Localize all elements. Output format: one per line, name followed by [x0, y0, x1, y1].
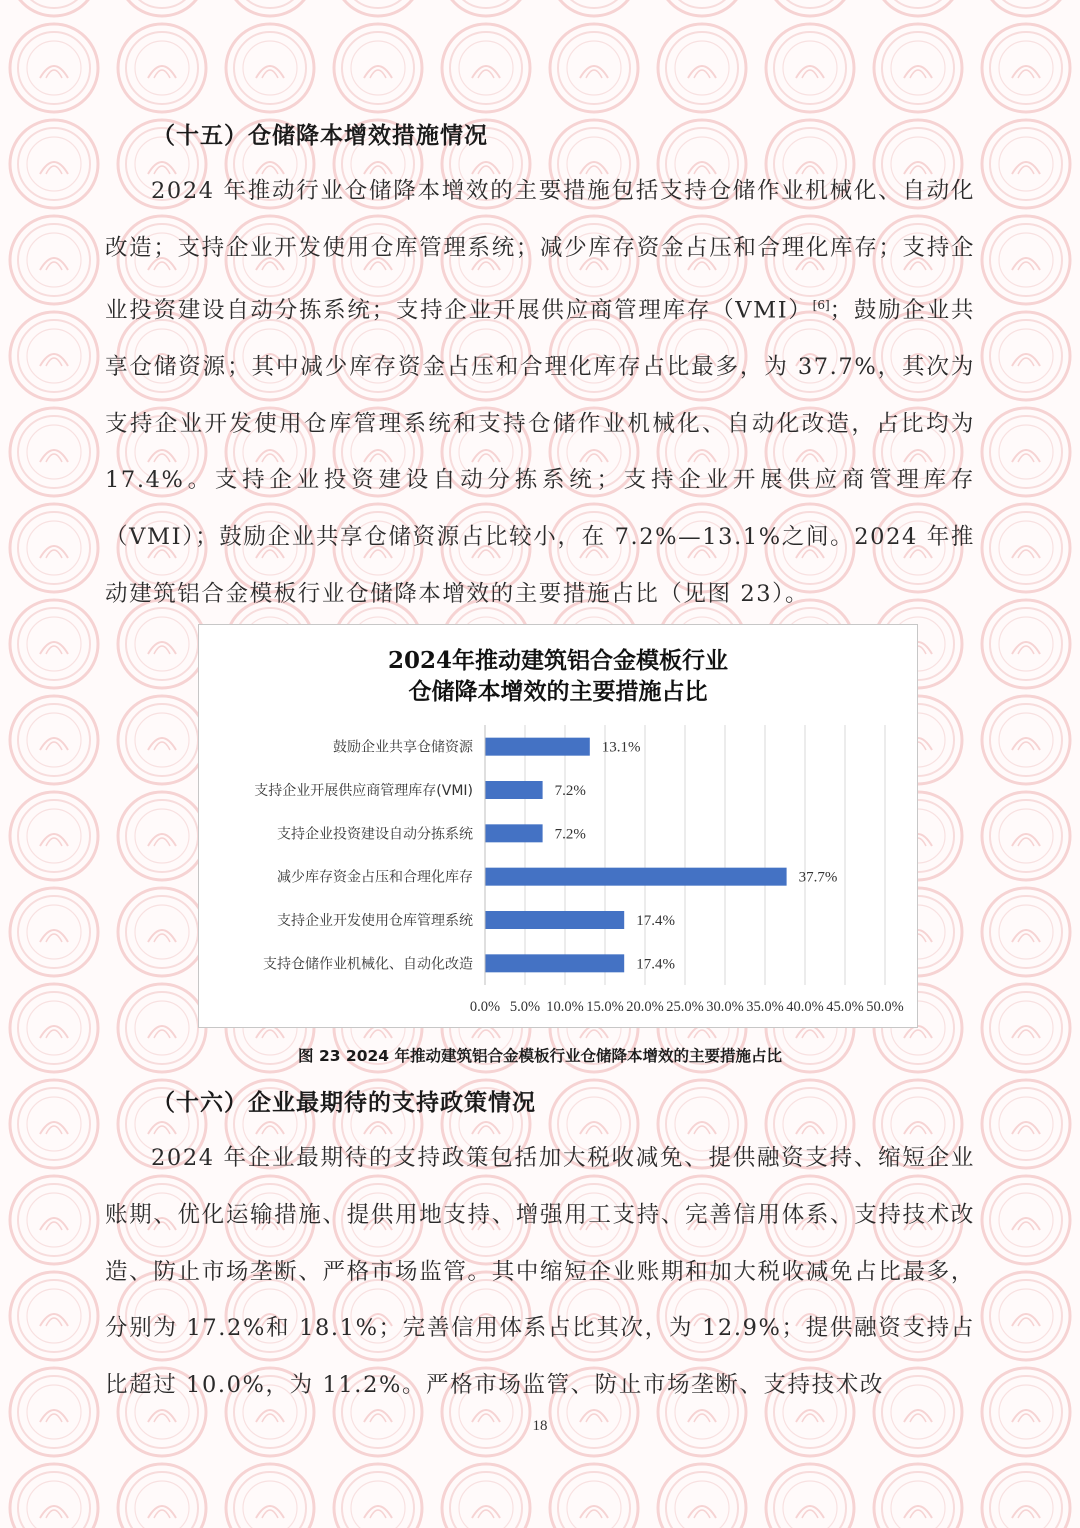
section-16-text: 2024 年企业最期待的支持政策包括加大税收减免、提供融资支持、缩短企业账期、优化运输措施、提供用地支持、增强用工支持、完善信用体系、支持技术改造、防止市场垄断、严格市场监管。其中缩短企业账期和加大税收减免占比最多，分别为 17.2%和 18.1%；完善信用体系占比其次，为 12.9%；提供融资支持占比超过 10.0%，为 11.2%。严格市场监管、防止市场垄断、支持技术改 [105, 1145, 975, 1399]
section-16-paragraph [105, 1130, 975, 1414]
bar [485, 781, 543, 799]
x-tick-label: 0.0% [469, 999, 501, 1015]
data-label: 37.7% [798, 869, 838, 886]
figure-23-chart [198, 624, 918, 1028]
chart-title-line-2: 仓储降本增效的主要措施占比 [408, 678, 708, 705]
citation-6[interactable]: [6] [812, 297, 830, 312]
x-tick-label: 15.0% [586, 999, 624, 1015]
category-label: 减少库存资金占压和合理化库存 [277, 869, 473, 886]
x-tick-label: 35.0% [746, 999, 784, 1015]
figure-caption: 图 23 2024 年推动建筑铝合金模板行业仓储降本增效的主要措施占比 [298, 1047, 782, 1065]
category-label: 支持企业投资建设自动分拣系统 [277, 826, 473, 843]
bar [485, 911, 624, 929]
section-16-heading: （十六）企业最期待的支持政策情况 [152, 1090, 536, 1116]
x-tick-label: 20.0% [626, 999, 664, 1015]
bar [485, 868, 787, 886]
bar-chart-plot [199, 625, 917, 1027]
category-label: 鼓励企业共享仓储资源 [333, 739, 473, 756]
bar [485, 954, 624, 972]
category-label: 支持企业开展供应商管理库存(VMI) [254, 783, 473, 799]
data-label: 17.4% [636, 913, 675, 929]
category-label: 支持仓储作业机械化、自动化改造 [263, 956, 473, 973]
data-label: 7.2% [554, 783, 586, 799]
x-tick-label: 10.0% [546, 999, 584, 1015]
data-label: 17.4% [636, 956, 675, 973]
category-label: 支持企业开发使用仓库管理系统 [277, 913, 473, 929]
bar [485, 738, 590, 756]
page-number: 18 [532, 1418, 548, 1434]
data-label: 7.2% [554, 826, 586, 843]
x-tick-label: 25.0% [666, 999, 704, 1015]
data-label: 13.1% [601, 739, 641, 756]
x-tick-label: 5.0% [509, 999, 541, 1015]
section-15-text-a: 2024 年推动行业仓储降本增效的主要措施包括支持仓储作业机械化、自动化改造；支持企业开发使用仓库管理系统；减少库存资金占压和合理化库存；支持企业投资建设自动分拣系统；支持企业开展供应商管理库存（VMI） [105, 178, 975, 324]
bar [485, 824, 543, 842]
section-15-heading: （十五）仓储降本增效措施情况 [152, 123, 488, 149]
x-tick-label: 50.0% [866, 999, 904, 1015]
section-15-paragraph [105, 163, 975, 623]
x-tick-label: 45.0% [826, 999, 864, 1015]
section-15-text-b: ；鼓励企业共享仓储资源；其中减少库存资金占压和合理化库存占比最多，为 37.7%，其次为支持企业开发使用仓库管理系统和支持仓储作业机械化、自动化改造，占比均为 17.4%。支持企业投资建设自动分拣系统；支持企业开展供应商管理库存（VMI）；鼓励企业共享仓储资源占比较小，在 7.2%—13.1%之间。2024 年推动建筑铝合金模板行业仓储降本增效的主要措施占比（见图 23）。 [105, 297, 975, 608]
chart-title-line-1: 2024年推动建筑铝合金模板行业 [387, 647, 728, 674]
x-tick-label: 30.0% [706, 999, 744, 1015]
x-tick-label: 40.0% [786, 999, 824, 1015]
